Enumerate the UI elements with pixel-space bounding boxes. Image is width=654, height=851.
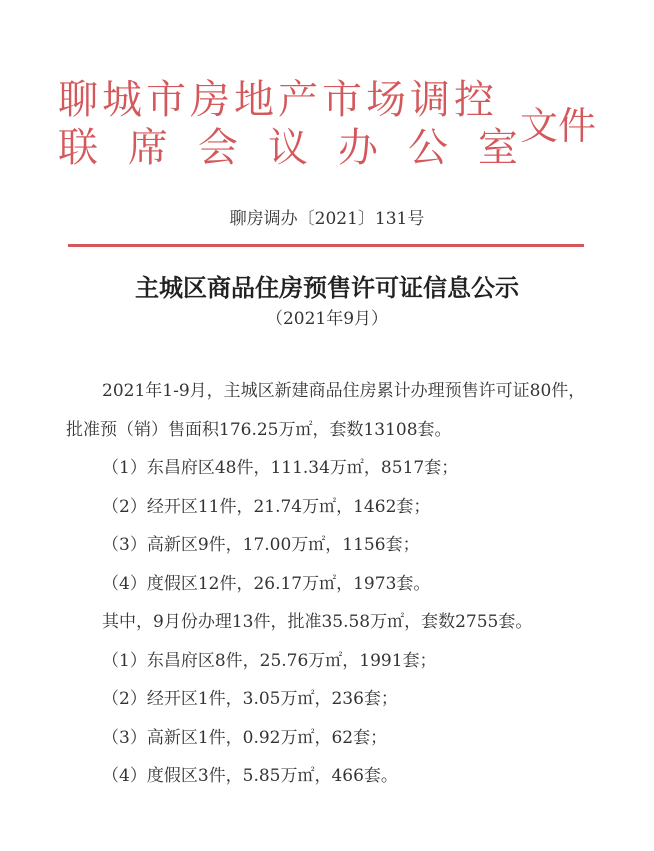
september-summary: 其中，9月份办理13件，批准35.58万㎡，套数2755套。	[102, 612, 533, 632]
document-subtitle: （2021年9月）	[265, 309, 389, 329]
cumulative-item-jingkai: （2）经开区11件，21.74万㎡，1462套；	[102, 496, 431, 517]
organization-line-1: 聊城市房地产市场调控	[58, 77, 498, 123]
september-item-dongchangfu: （1）东昌府区8件，25.76万㎡，1991套；	[102, 650, 437, 671]
red-divider-line	[68, 244, 584, 247]
cumulative-item-dongchangfu: （1）东昌府区48件，111.34万㎡，8517套；	[102, 458, 459, 478]
summary-paragraph: 2021年1-9月，主城区新建商品住房累计办理预售许可证80件，批准预（销）售面积176.25万㎡，套数13108套。	[66, 381, 586, 440]
document-header	[58, 76, 618, 176]
september-item-jingkai: （2）经开区1件，3.05万㎡，236套；	[102, 689, 398, 709]
document-body	[66, 372, 586, 796]
issuing-organization	[58, 76, 548, 172]
cumulative-item-dujia: （4）度假区12件，26.17万㎡，1973套。	[102, 573, 431, 594]
cumulative-item-gaoxin: （3）高新区9件，17.00万㎡，1156套；	[102, 535, 420, 555]
september-item-gaoxin: （3）高新区1件，0.92万㎡，62套；	[102, 727, 388, 748]
september-item-dujia: （4）度假区3件，5.85万㎡，466套。	[102, 766, 398, 786]
organization-line-2: 联席会议办公室	[58, 125, 548, 171]
document-type-label: 文件	[520, 104, 597, 148]
document-title: 主城区商品住房预售许可证信息公示	[135, 274, 519, 302]
document-number: 聊房调办〔2021〕131号	[229, 209, 425, 229]
